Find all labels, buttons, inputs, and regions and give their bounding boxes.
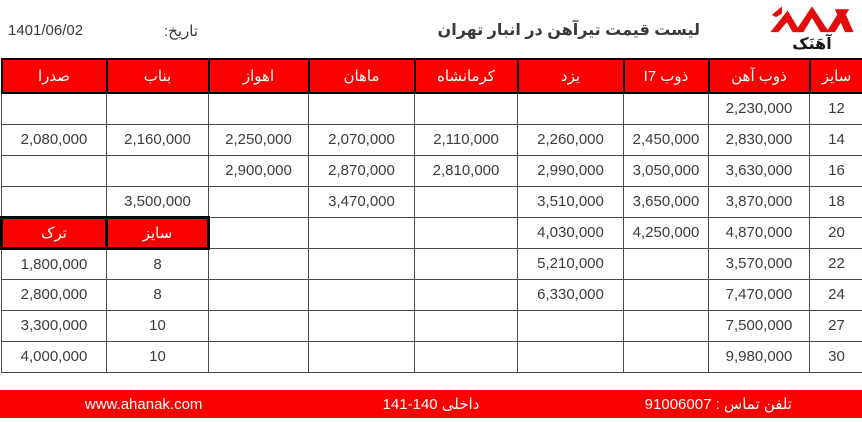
price-cell [107,155,209,186]
price-cell [209,341,309,372]
price-cell [309,217,415,248]
price-cell: 4,870,000 [709,217,810,248]
price-cell: 2,870,000 [309,155,415,186]
price-cell: 2,830,000 [709,124,810,155]
price-cell [624,93,709,124]
price-cell [107,93,209,124]
footer-website[interactable]: www.ahanak.com [84,395,203,413]
price-cell [209,217,309,248]
price-cell [415,310,518,341]
header-row [2,59,862,93]
price-cell [2,155,107,186]
price-cell: 4,250,000 [624,217,709,248]
price-cell: 7,470,000 [709,279,810,310]
price-cell: 10 [107,310,209,341]
price-cell [209,310,309,341]
price-cell [209,279,309,310]
price-cell: 8 [107,248,209,279]
price-cell [518,310,624,341]
price-cell [2,93,107,124]
price-cell: 3,510,000 [518,186,624,217]
price-cell: 2,080,000 [2,124,107,155]
price-cell: 3,570,000 [709,248,810,279]
table-row [2,93,862,124]
price-cell: 4,000,000 [2,341,107,372]
price-cell: 1,800,000 [2,248,107,279]
size-cell: 24 [810,279,862,310]
table-row [2,310,862,341]
price-cell: 7,500,000 [709,310,810,341]
price-cell: 2,810,000 [415,155,518,186]
size-cell: 27 [810,310,862,341]
footer-extension: داخلی 140-141 [382,396,480,413]
table-row [2,186,862,217]
price-cell [415,93,518,124]
table-row [2,279,862,310]
price-cell [518,93,624,124]
column-header: اهواز [209,59,309,93]
size-cell: 16 [810,155,862,186]
table-row [2,217,862,248]
price-cell: 2,450,000 [624,124,709,155]
ahanak-logo [766,3,858,54]
price-cell: 6,330,000 [518,279,624,310]
price-cell [309,279,415,310]
column-header: یزد [518,59,624,93]
size-cell: 12 [810,93,862,124]
price-cell: 3,500,000 [107,186,209,217]
price-cell: 8 [107,279,209,310]
price-cell: 2,160,000 [107,124,209,155]
price-cell [209,186,309,217]
price-cell [309,341,415,372]
price-cell: 2,900,000 [209,155,309,186]
price-cell [415,186,518,217]
column-header: ماهان [309,59,415,93]
column-header: صدرا [2,59,107,93]
price-cell: 2,230,000 [709,93,810,124]
price-cell: 3,050,000 [624,155,709,186]
date-label: تاریخ: [163,23,198,40]
price-cell: 3,870,000 [709,186,810,217]
price-cell [309,248,415,279]
size-cell: 30 [810,341,862,372]
table-row [2,124,862,155]
price-cell [209,248,309,279]
footer-phone: تلفن تماس : 91006007 [644,396,792,413]
price-cell: 4,030,000 [518,217,624,248]
table-row [2,155,862,186]
table-row [2,248,862,279]
page-title: لیست قیمت تیرآهن در انبار تهران [437,22,700,39]
price-cell [624,341,709,372]
price-cell [209,93,309,124]
subtable-header-cell: سایز [107,217,209,248]
price-cell: 3,630,000 [709,155,810,186]
price-cell [309,310,415,341]
price-cell: 2,990,000 [518,155,624,186]
column-header: بناب [107,59,209,93]
price-cell [624,248,709,279]
price-cell: 3,300,000 [2,310,107,341]
column-header: سایز [810,59,862,93]
footer-bar [0,390,862,418]
size-cell: 14 [810,124,862,155]
column-header: ذوب آهن [709,59,810,93]
price-cell [309,93,415,124]
price-cell: 2,070,000 [309,124,415,155]
price-cell: 2,260,000 [518,124,624,155]
price-cell [624,279,709,310]
date-value: 1401/06/02 [8,22,84,39]
date-group [8,22,198,40]
price-cell [415,248,518,279]
table-row [2,341,862,372]
price-table [0,58,862,373]
price-cell: 3,470,000 [309,186,415,217]
ahanak-logo-icon [766,3,858,37]
price-cell: 5,210,000 [518,248,624,279]
price-cell: 2,110,000 [415,124,518,155]
price-cell: 2,250,000 [209,124,309,155]
column-header: ذوب I7 [624,59,709,93]
size-cell: 18 [810,186,862,217]
price-cell: 2,800,000 [2,279,107,310]
logo-wordmark: آهَنَک [792,36,832,53]
size-cell: 20 [810,217,862,248]
price-cell [2,186,107,217]
price-cell [624,310,709,341]
price-cell [415,341,518,372]
price-cell: 10 [107,341,209,372]
subtable-header-cell: ترک [2,217,107,248]
size-cell: 22 [810,248,862,279]
price-cell: 3,650,000 [624,186,709,217]
price-cell [518,341,624,372]
price-cell [415,279,518,310]
price-cell: 9,980,000 [709,341,810,372]
price-cell [415,217,518,248]
column-header: کرمانشاه [415,59,518,93]
